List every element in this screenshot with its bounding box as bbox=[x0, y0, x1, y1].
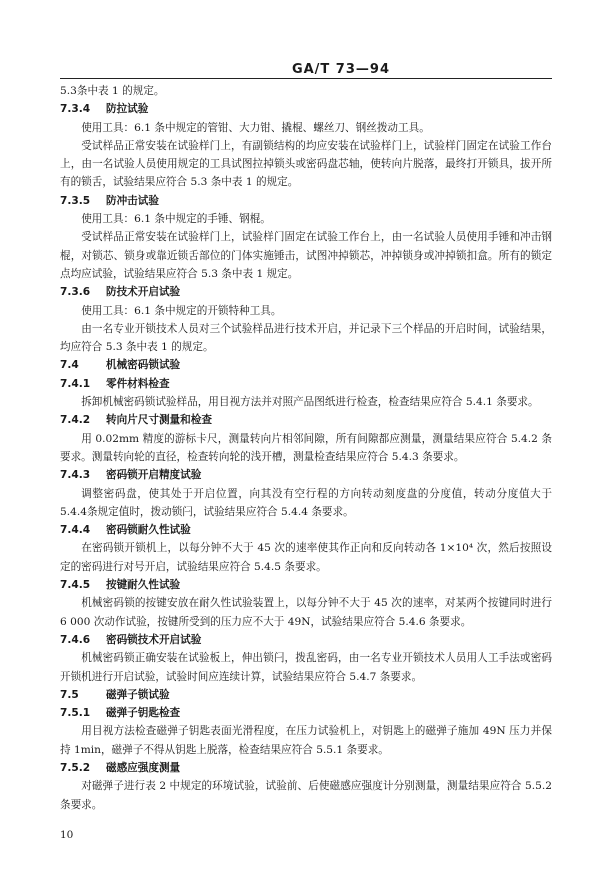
section-heading bbox=[60, 100, 552, 118]
section-number: 7.5.1 bbox=[60, 707, 91, 720]
body-paragraph: 用 0.02mm 精度的游标卡尺，测量转向片相邻间隙，所有间隙都应测量，测量结果应符合 5.4.2 条要求。测量转向轮的直径，检查转向轮的浅开槽，测量检查结果应符合 5.4.3 条要求。 bbox=[60, 432, 552, 463]
section-heading bbox=[60, 576, 552, 594]
body-paragraph: 由一名专业开锁技术人员对三个试验样品进行技术开启，并记录下三个样品的开启时间，试验结果，均应符合 5.3 条中表 1 的规定。 bbox=[60, 322, 552, 354]
section-heading bbox=[60, 521, 552, 539]
body-paragraph: 拆卸机械密码锁试验样品，用目视方法并对照产品图纸进行检查，检查结果应符合 5.4.1 条要求。 bbox=[81, 396, 539, 409]
section-number: 7.4.4 bbox=[60, 524, 91, 537]
section-heading bbox=[60, 631, 552, 649]
header-rule bbox=[60, 78, 552, 79]
section-heading bbox=[60, 356, 552, 374]
section-number: 7.4.6 bbox=[60, 633, 91, 646]
section-title: 防冲击试验 bbox=[106, 194, 159, 207]
section-heading bbox=[60, 686, 552, 704]
section-number: 7.3.5 bbox=[60, 194, 91, 207]
body-paragraph: 受试样品正常安装在试验样门上，试验样门固定在试验工作台上，由一名试验人员使用手锤和冲击钢棍，对锁芯、锁身或靠近锁舌部位的门体实施锤击，试图冲掉锁芯，冲掉锁身或冲掉锁扣盒。所有的锁定点均应试验，试验结果应符合 5.3 条中表 1 规定。 bbox=[60, 231, 552, 280]
section-title: 磁感应强度测量 bbox=[106, 761, 181, 774]
section-number: 7.3.6 bbox=[60, 286, 91, 299]
section-title: 密码锁技术开启试验 bbox=[106, 633, 202, 646]
body-paragraph: 对磁弹子进行表 2 中规定的环境试验，试验前、后使磁感应强度计分别测量，测量结果应符合 5.5.2 条要求。 bbox=[60, 780, 552, 811]
body-paragraph: 在密码锁开锁机上，以每分钟不大于 45 次的速率使其作正向和反向转动各 1×10⁴ 次，然后按照设定的密码进行对号开启，试验结果应符合 5.4.5 条要求。 bbox=[60, 542, 552, 573]
body-paragraph: 机械密码锁的按键安放在耐久性试验装置上，以每分钟不大于 45 次的速率，对某两个按键同时进行 6 000 次动作试验，按键所受到的压力应不大于 49N，试验结果应符合 5.4.6 条要求。 bbox=[60, 597, 552, 628]
section-title: 磁弹子钥匙检查 bbox=[106, 707, 181, 720]
section-number: 7.4.2 bbox=[60, 414, 91, 427]
section-title: 磁弹子锁试验 bbox=[106, 688, 170, 701]
body-text: 使用工具：6.1 条中规定的管钳、大力钳、撬棍、螺丝刀、钢丝拨动工具。 bbox=[81, 121, 430, 134]
section-heading bbox=[60, 375, 552, 393]
body-text: 5.3条中表 1 的规定。 bbox=[60, 85, 165, 97]
body-paragraph: 用目视方法检查磁弹子钥匙表面光滑程度，在压力试验机上，对钥匙上的磁弹子施加 49N 压力并保持 1min，磁弹子不得从钥匙上脱落，检查结果应符合 5.5.1 条要求。 bbox=[60, 725, 552, 756]
section-heading bbox=[60, 759, 552, 777]
standard-code-header: GA/T 73—94 bbox=[291, 62, 390, 77]
section-number: 7.4.5 bbox=[60, 579, 91, 592]
section-number: 7.4.3 bbox=[60, 469, 91, 482]
section-number: 7.5 bbox=[60, 688, 79, 701]
section-heading bbox=[60, 466, 552, 484]
document-body bbox=[60, 82, 552, 814]
body-paragraph: 调整密码盘，使其处于开启位置，向其没有空行程的方向转动刻度盘的分度值，转动分度值大于 5.4.4条规定值时，拨动锁闩，试验结果应符合 5.4.4 条要求。 bbox=[60, 487, 552, 518]
section-heading bbox=[60, 192, 552, 210]
body-paragraph: 机械密码锁正确安装在试验板上，伸出锁闩，拨乱密码，由一名专业开锁技术人员用人工手法或密码开锁机进行开启试验，试验时间应连续计算，试验结果应符合 5.4.7 条要求。 bbox=[60, 652, 552, 683]
section-number: 7.3.4 bbox=[60, 103, 91, 116]
section-heading bbox=[60, 704, 552, 722]
body-paragraph: 受试样品正常安装在试验样门上，有副锁结构的均应安装在试验样门上，试验样门固定在试验工作台上，由一名试验人员使用规定的工具试图拉掉锁头或密码盘芯轴，使转向片脱落，最终打开锁具，拔开所有的锁舌，试验结果应符合 5.3 条中表 1 的规定。 bbox=[60, 139, 552, 189]
section-heading bbox=[60, 411, 552, 429]
body-text: 使用工具：6.1 条中规定的手锤、钢棍。 bbox=[81, 213, 271, 226]
section-number: 7.4 bbox=[60, 359, 79, 372]
section-title: 防拉试验 bbox=[106, 103, 149, 116]
section-title: 机械密码锁试验 bbox=[106, 359, 181, 372]
section-title: 零件材料检查 bbox=[106, 377, 170, 390]
section-heading bbox=[60, 283, 552, 301]
section-number: 7.4.1 bbox=[60, 377, 91, 390]
section-title: 密码锁开启精度试验 bbox=[106, 469, 202, 482]
section-title: 密码锁耐久性试验 bbox=[106, 524, 191, 537]
page-number: 10 bbox=[60, 829, 74, 841]
section-title: 防技术开启试验 bbox=[106, 286, 181, 299]
section-number: 7.5.2 bbox=[60, 761, 91, 774]
section-title: 按键耐久性试验 bbox=[106, 579, 181, 592]
body-text: 使用工具：6.1 条中规定的开锁特种工具。 bbox=[81, 304, 282, 317]
section-title: 转向片尺寸测量和检查 bbox=[106, 414, 212, 427]
